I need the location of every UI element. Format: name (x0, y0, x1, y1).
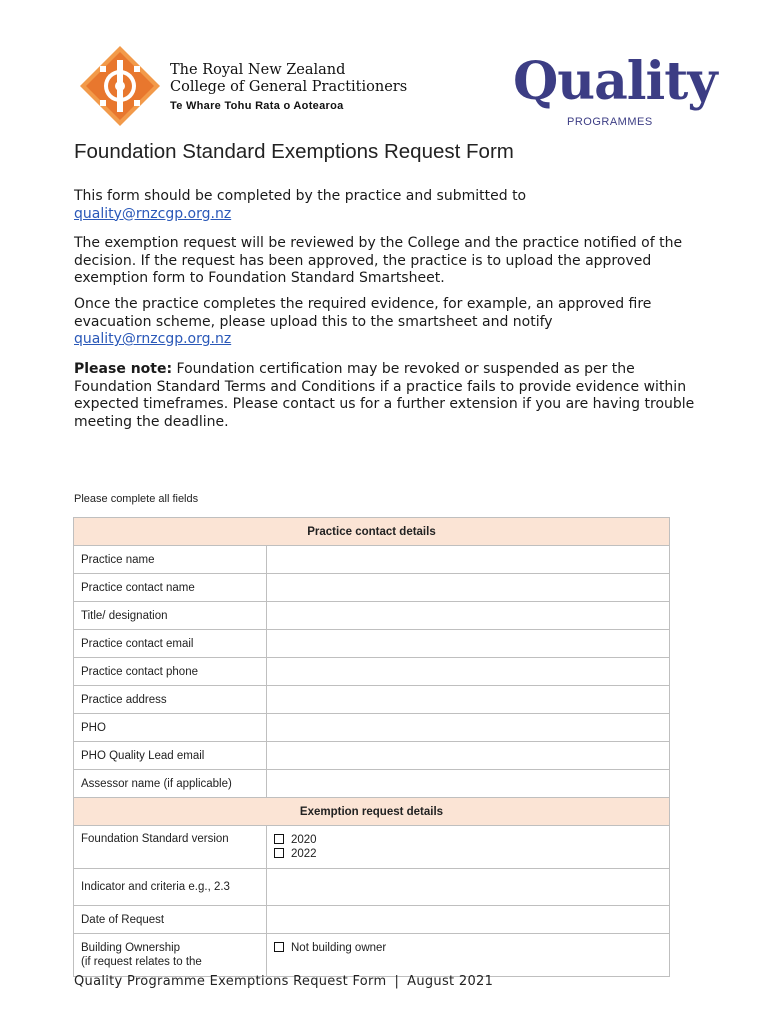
field-label: Foundation Standard version (74, 826, 267, 869)
form-row (74, 574, 670, 602)
version-option-label: 2022 (291, 848, 317, 860)
complete-fields-note: Please complete all fields (74, 493, 199, 505)
version-option-2022[interactable] (274, 847, 662, 861)
intro-p3-text: Once the practice completes the required evidence, for example, an approved fire evacuation scheme, please upload this to the smartsheet and notify (74, 296, 652, 330)
practice-address-input[interactable] (267, 686, 670, 714)
practice-contact-phone-input[interactable] (267, 658, 670, 686)
practice-contact-name-input[interactable] (267, 574, 670, 602)
page-footer (74, 974, 493, 989)
field-label: Practice contact phone (74, 658, 267, 686)
field-label: Indicator and criteria e.g., 2.3 (74, 869, 267, 906)
footer-date: August 2021 (407, 974, 494, 989)
checkbox-icon[interactable] (274, 848, 284, 858)
assessor-name-input[interactable] (267, 770, 670, 798)
form-row (74, 658, 670, 686)
pho-input[interactable] (267, 714, 670, 742)
field-label-ownership (74, 934, 267, 977)
field-label: Title/ designation (74, 602, 267, 630)
section-header-exemption (74, 798, 670, 826)
form-row (74, 869, 670, 906)
ownership-label-line1: Building Ownership (81, 942, 181, 954)
practice-name-input[interactable] (267, 546, 670, 574)
field-label: Practice contact email (74, 630, 267, 658)
college-name-line1: The Royal New Zealand (170, 62, 346, 78)
section-header-contact (74, 518, 670, 546)
intro-p1-text: This form should be completed by the practice and submitted to (74, 188, 527, 204)
form-row (74, 906, 670, 934)
field-label: Practice name (74, 546, 267, 574)
college-name (170, 62, 407, 96)
field-label: PHO Quality Lead email (74, 742, 267, 770)
ownership-label-line2: (if request relates to the (81, 956, 202, 968)
ownership-option-not-owner[interactable] (274, 941, 662, 955)
request-form-table (73, 517, 670, 977)
form-row (74, 686, 670, 714)
form-row (74, 714, 670, 742)
college-name-line2: College of General Practitioners (170, 79, 408, 95)
intro-paragraph-1 (74, 188, 714, 223)
page-header (78, 44, 718, 128)
quality-logo-subtitle: PROGRAMMES (567, 116, 653, 128)
version-options (267, 826, 670, 869)
quality-programmes-logo (513, 51, 717, 134)
note-text: Foundation certification may be revoked or suspended as per the Foundation Standard Terms and Conditions if a practice fails to provide evidence within expected timeframes. Please contact us for a further extension if you are having trouble meeting the deadline. (74, 361, 695, 430)
form-row (74, 602, 670, 630)
pho-quality-lead-email-input[interactable] (267, 742, 670, 770)
form-row (74, 934, 670, 977)
practice-contact-email-input[interactable] (267, 630, 670, 658)
form-row (74, 742, 670, 770)
form-row (74, 770, 670, 798)
email-link-2[interactable]: quality@rnzcgp.org.nz (74, 331, 232, 347)
intro-paragraph-3 (74, 296, 714, 349)
checkbox-icon[interactable] (274, 942, 284, 952)
college-crest-logo (78, 44, 162, 128)
field-label: PHO (74, 714, 267, 742)
version-option-label: 2020 (291, 834, 317, 846)
email-link-1[interactable]: quality@rnzcgp.org.nz (74, 205, 232, 222)
form-row (74, 630, 670, 658)
field-label: Assessor name (if applicable) (74, 770, 267, 798)
title-designation-input[interactable] (267, 602, 670, 630)
field-label: Practice address (74, 686, 267, 714)
version-option-2020[interactable] (274, 833, 662, 847)
section-heading-contact: Practice contact details (74, 518, 670, 546)
section-heading-exemption: Exemption request details (74, 798, 670, 826)
form-row (74, 546, 670, 574)
page-title: Foundation Standard Exemptions Request Form (74, 140, 514, 163)
field-label: Practice contact name (74, 574, 267, 602)
college-maori-name: Te Whare Tohu Rata o Aotearoa (170, 100, 344, 112)
ownership-option-label: Not building owner (291, 942, 387, 954)
quality-logo-word: Quality (513, 51, 717, 112)
field-label: Date of Request (74, 906, 267, 934)
indicator-criteria-input[interactable] (267, 869, 670, 906)
date-of-request-input[interactable] (267, 906, 670, 934)
checkbox-icon[interactable] (274, 834, 284, 844)
form-row (74, 826, 670, 869)
note-paragraph (74, 361, 714, 431)
intro-paragraph-2: The exemption request will be reviewed by the College and the practice notified of the decision. If the request has been approved, the practice is to upload the approved exemption form to Foundation Standard Smartsheet. (74, 235, 683, 286)
note-label: Please note: (74, 361, 173, 377)
ownership-options (267, 934, 670, 977)
footer-title: Quality Programme Exemptions Request Form (74, 974, 387, 989)
footer-separator: | (394, 974, 400, 989)
